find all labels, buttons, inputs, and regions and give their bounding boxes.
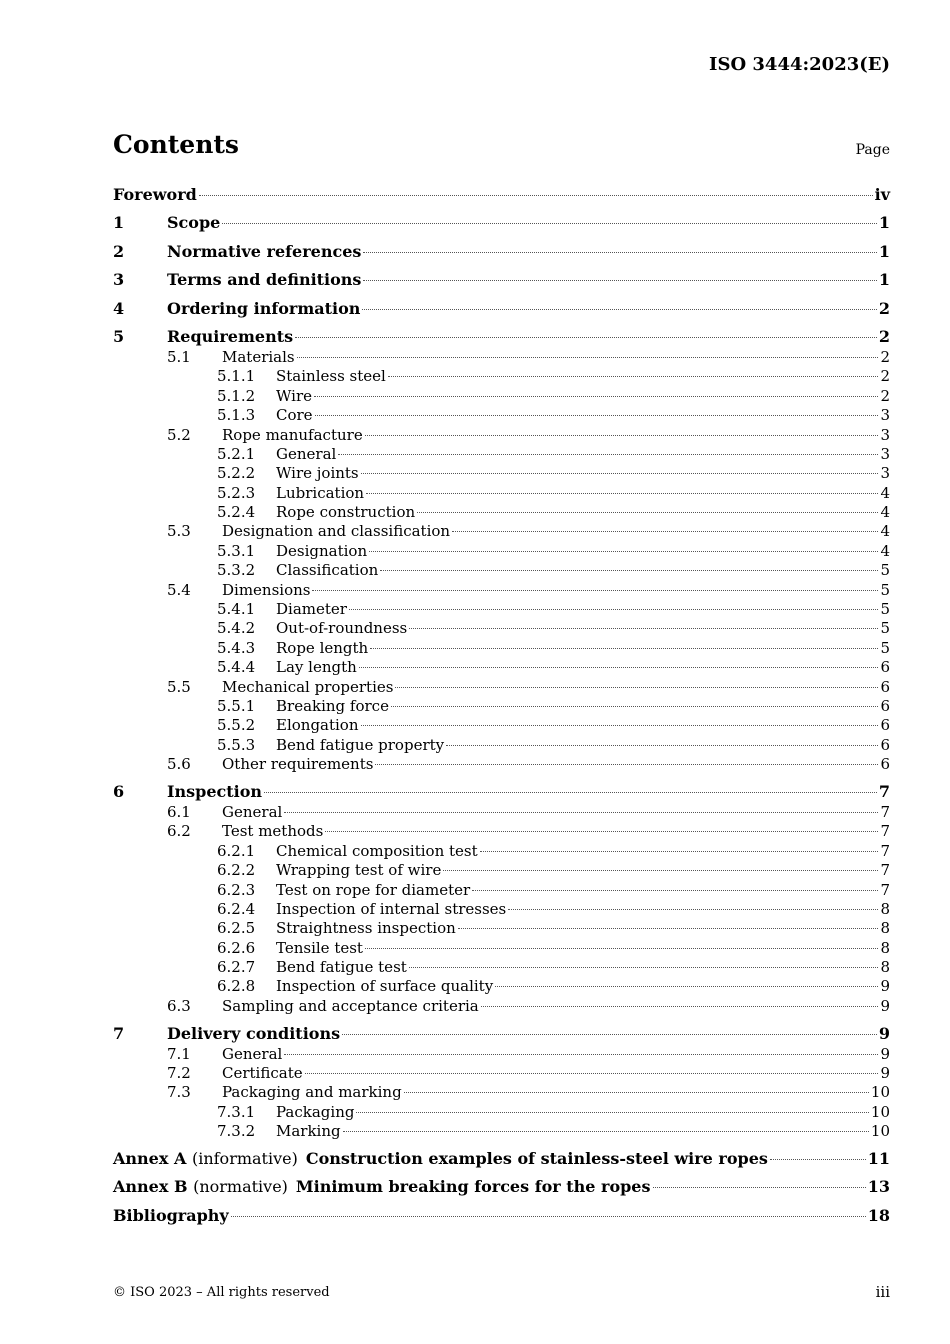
toc-entry-label: Wire — [276, 386, 312, 405]
toc-entry-page: 1 — [878, 270, 890, 290]
toc-entry[interactable] — [113, 755, 890, 774]
toc-entry-label: Inspection of surface quality — [276, 977, 494, 996]
dot-leader — [222, 223, 877, 224]
toc-entry-page: 7 — [880, 880, 890, 899]
toc-entry-number: 5.3 — [167, 522, 191, 541]
toc-entry-page: 5 — [880, 580, 890, 599]
dot-leader — [305, 1073, 879, 1074]
toc-entry[interactable] — [113, 842, 890, 861]
toc-entry[interactable] — [113, 619, 890, 638]
annex-tag: Annex A — [113, 1148, 187, 1168]
toc-entry-page: 10 — [870, 1083, 890, 1102]
toc-entry-label: Straightness inspection — [276, 919, 456, 938]
toc-entry-page: 3 — [880, 425, 890, 444]
toc-entry-number: 6.2.1 — [217, 841, 256, 860]
toc-entry-number: 5.1 — [167, 347, 191, 366]
toc-entry-label: Normative references — [167, 241, 362, 261]
toc-entry-label: Packaging — [276, 1102, 355, 1121]
toc-entry[interactable] — [113, 716, 890, 735]
dot-leader — [380, 570, 878, 571]
dot-leader — [458, 928, 879, 929]
toc-entry[interactable] — [113, 561, 890, 580]
toc-entry[interactable] — [113, 736, 890, 755]
toc-entry-label: Requirements — [167, 326, 294, 346]
toc-entry[interactable] — [113, 426, 890, 445]
toc-entry-number: 6.2.2 — [217, 861, 256, 880]
dot-leader — [362, 309, 876, 310]
toc-entry-page: 9 — [880, 1044, 890, 1063]
toc-entry-label: Sampling and acceptance criteria — [222, 996, 479, 1015]
toc-entry-page: 7 — [880, 861, 890, 880]
toc-entry[interactable] — [113, 803, 890, 822]
dot-leader — [481, 1006, 879, 1007]
toc-entry[interactable] — [113, 1205, 890, 1227]
toc-entry-number: 6.3 — [167, 996, 191, 1015]
toc-entry-number: 6 — [113, 781, 125, 801]
toc-entry[interactable] — [113, 1148, 890, 1170]
dot-leader — [297, 357, 879, 358]
toc-entry-number: 5.5.3 — [217, 735, 256, 754]
toc-entry[interactable] — [113, 900, 890, 919]
toc-entry-page: 10 — [870, 1122, 890, 1141]
toc-entry-number: 1 — [113, 213, 125, 233]
toc-entry-number: 5.1.1 — [217, 367, 256, 386]
toc-entry-label: General — [222, 802, 283, 821]
toc-entry-number: 5.4.3 — [217, 638, 256, 657]
toc-entry-number: 3 — [113, 270, 125, 290]
toc-entry-number: 6.1 — [167, 802, 191, 821]
toc-entry-number: 6.2.4 — [217, 899, 256, 918]
toc-entry-page: 6 — [880, 755, 890, 774]
toc-entry-number: 2 — [113, 241, 125, 261]
dot-leader — [369, 551, 878, 552]
toc-entry-page: 9 — [880, 996, 890, 1015]
dot-leader — [295, 337, 877, 338]
toc-entry-label: General — [222, 1044, 283, 1063]
toc-entry-label: Rope construction — [276, 503, 416, 522]
toc-entry-label: Delivery conditions — [167, 1023, 341, 1043]
toc-entry[interactable] — [113, 367, 890, 386]
toc-entry[interactable] — [113, 639, 890, 658]
toc-entry-page: 1 — [878, 213, 890, 233]
dot-leader — [480, 851, 879, 852]
toc-entry[interactable] — [113, 1103, 890, 1122]
toc-entry[interactable] — [113, 484, 890, 503]
dot-leader — [325, 831, 878, 832]
dot-leader — [231, 1216, 866, 1217]
toc-entry-page: 18 — [867, 1205, 890, 1225]
toc-entry-label: Core — [276, 406, 313, 425]
toc-entry[interactable] — [113, 269, 890, 291]
dot-leader — [388, 376, 879, 377]
toc-entry-number: 5.2 — [167, 425, 191, 444]
dot-leader — [342, 1034, 877, 1035]
toc-entry-label: Certificate — [222, 1064, 303, 1083]
toc-entry-page: 6 — [880, 735, 890, 754]
toc-entry-label: Rope length — [276, 638, 369, 657]
toc-entry-page: 3 — [880, 464, 890, 483]
toc-entry[interactable] — [113, 822, 890, 841]
toc-entry[interactable] — [113, 997, 890, 1016]
toc-entry-page: 6 — [880, 696, 890, 715]
dot-leader — [343, 1131, 869, 1132]
toc-entry-number: 6.2.6 — [217, 938, 256, 957]
dot-leader — [375, 764, 878, 765]
toc-entry[interactable] — [113, 1064, 890, 1083]
toc-entry[interactable] — [113, 939, 890, 958]
toc-entry-page: 3 — [880, 406, 890, 425]
dot-leader — [409, 628, 878, 629]
toc-entry-page: 2 — [878, 326, 890, 346]
toc-entry-page: 2 — [878, 298, 890, 318]
toc-entry-page: 13 — [867, 1177, 890, 1197]
toc-entry-number: 5.5 — [167, 677, 191, 696]
toc-entry-page: 8 — [880, 899, 890, 918]
toc-entry-page: 9 — [880, 1064, 890, 1083]
toc-entry-page: 5 — [880, 638, 890, 657]
dot-leader — [199, 195, 873, 196]
toc-entry-number: 5 — [113, 326, 125, 346]
toc-entry[interactable] — [113, 1045, 890, 1064]
toc-entry-number: 7 — [113, 1023, 125, 1043]
toc-entry-number: 5.2.1 — [217, 444, 256, 463]
annex-title: Minimum breaking forces for the ropes — [295, 1177, 651, 1197]
toc-entry-label: Elongation — [276, 716, 359, 735]
dot-leader — [391, 706, 878, 707]
document-id: ISO 3444:2023(E) — [709, 54, 890, 75]
dot-leader — [264, 792, 877, 793]
toc-entry-page: 3 — [880, 444, 890, 463]
toc-entry-number: 5.5.1 — [217, 696, 256, 715]
toc-entry-page: 4 — [880, 522, 890, 541]
copyright-notice: © ISO 2023 – All rights reserved — [113, 1285, 330, 1300]
toc-entry-page: 11 — [867, 1148, 890, 1168]
toc-entry-label: Bend fatigue test — [276, 958, 407, 977]
toc-entry-label: Inspection of internal stresses — [276, 899, 507, 918]
dot-leader — [314, 396, 878, 397]
toc-entry-label: Test on rope for diameter — [276, 880, 471, 899]
toc-entry-label: Foreword — [113, 185, 197, 204]
toc-entry-page: 4 — [880, 541, 890, 560]
toc-entry[interactable] — [113, 542, 890, 561]
toc-entry-page: 7 — [880, 841, 890, 860]
toc-entry-page: 8 — [880, 958, 890, 977]
toc-entry[interactable] — [113, 445, 890, 464]
toc-entry[interactable] — [113, 241, 890, 263]
dot-leader — [395, 687, 878, 688]
toc-entry-page: 8 — [880, 938, 890, 957]
dot-leader — [417, 512, 878, 513]
dot-leader — [370, 648, 878, 649]
toc-entry[interactable] — [113, 1023, 890, 1045]
toc-entry[interactable] — [113, 522, 890, 541]
toc-entry-number: 6.2.8 — [217, 977, 256, 996]
toc-entry-page: 1 — [878, 241, 890, 261]
toc-entry-label: Wrapping test of wire — [276, 861, 442, 880]
dot-leader — [409, 967, 879, 968]
toc-entry[interactable] — [113, 406, 890, 425]
toc-entry-page: 4 — [880, 503, 890, 522]
toc-entry-label: Classification — [276, 561, 379, 580]
toc-entry-number: 5.2.2 — [217, 464, 256, 483]
dot-leader — [338, 454, 878, 455]
toc-entry-page: 5 — [880, 619, 890, 638]
toc-entry-number: 6.2.5 — [217, 919, 256, 938]
page-title: Contents — [113, 130, 240, 159]
toc-entry-label: Inspection — [167, 781, 263, 801]
toc-entry-label — [113, 1148, 768, 1170]
toc-entry-number: 5.4.4 — [217, 658, 256, 677]
annex-kind: (normative) — [193, 1177, 288, 1197]
toc-entry-label: Designation and classification — [222, 522, 451, 541]
toc-entry-number: 5.5.2 — [217, 716, 256, 735]
dot-leader — [359, 667, 879, 668]
toc-entry-label: Mechanical properties — [222, 677, 394, 696]
toc-entry-label: Diameter — [276, 600, 347, 619]
toc-entry-number: 5.1.2 — [217, 386, 256, 405]
toc-entry-number: 5.3.2 — [217, 561, 256, 580]
toc-entry-label: Bend fatigue property — [276, 735, 445, 754]
toc-entry-page: 7 — [880, 802, 890, 821]
toc-entry-number: 7.1 — [167, 1044, 191, 1063]
toc-entry-label: Lay length — [276, 658, 357, 677]
dot-leader — [508, 909, 878, 910]
dot-leader — [472, 890, 878, 891]
toc-entry-page: 2 — [880, 347, 890, 366]
toc-entry[interactable] — [113, 919, 890, 938]
toc-entry-label: Materials — [222, 347, 295, 366]
toc-entry[interactable] — [113, 977, 890, 996]
toc-entry-label: Stainless steel — [276, 367, 386, 386]
toc-entry-number: 5.4 — [167, 580, 191, 599]
toc-entry-page: 6 — [880, 716, 890, 735]
dot-leader — [653, 1187, 866, 1188]
toc-entry-label: Tensile test — [276, 938, 363, 957]
toc-entry-number: 5.2.4 — [217, 503, 256, 522]
toc-entry[interactable] — [113, 881, 890, 900]
toc-entry-label: Packaging and marking — [222, 1083, 402, 1102]
toc-entry-label: Scope — [167, 213, 221, 233]
toc-entry-page: 2 — [880, 367, 890, 386]
toc-entry[interactable] — [113, 348, 890, 367]
dot-leader — [452, 531, 878, 532]
toc-entry-label: Breaking force — [276, 696, 389, 715]
toc-entry-page: 5 — [880, 561, 890, 580]
dot-leader — [366, 493, 878, 494]
toc-entry[interactable] — [113, 958, 890, 977]
toc-entry-label: Bibliography — [113, 1205, 229, 1225]
toc-entry-page: 8 — [880, 919, 890, 938]
dot-leader — [365, 435, 879, 436]
toc-entry[interactable] — [113, 1122, 890, 1141]
toc-entry[interactable] — [113, 326, 890, 348]
annex-title: Construction examples of stainless-steel wire ropes — [305, 1148, 768, 1168]
toc-entry[interactable] — [113, 861, 890, 880]
toc-entry-page: 7 — [880, 822, 890, 841]
toc-entry-page: 7 — [878, 781, 890, 801]
toc-entry-page: 6 — [880, 677, 890, 696]
toc-entry-page: 9 — [880, 977, 890, 996]
dot-leader — [312, 590, 878, 591]
dot-leader — [363, 252, 876, 253]
toc-entry-label: Rope manufacture — [222, 425, 363, 444]
annex-tag: Annex B — [113, 1177, 188, 1197]
page-number: iii — [875, 1283, 890, 1301]
table-of-contents — [113, 184, 890, 1227]
dot-leader — [365, 948, 879, 949]
toc-entry-label — [113, 1176, 651, 1198]
toc-entry-number: 7.3.2 — [217, 1122, 256, 1141]
dot-leader — [770, 1159, 866, 1160]
toc-entry[interactable] — [113, 1176, 890, 1198]
dot-leader — [443, 870, 878, 871]
toc-entry-label: Terms and definitions — [167, 270, 362, 290]
toc-entry[interactable] — [113, 1083, 890, 1102]
toc-entry[interactable] — [113, 387, 890, 406]
dot-leader — [356, 1112, 868, 1113]
toc-entry-label: Test methods — [222, 822, 324, 841]
toc-entry-page: 9 — [878, 1023, 890, 1043]
dot-leader — [446, 745, 878, 746]
toc-entry-label: Wire joints — [276, 464, 359, 483]
toc-entry-label: Chemical composition test — [276, 841, 478, 860]
toc-entry-number: 5.4.1 — [217, 600, 256, 619]
dot-leader — [315, 415, 879, 416]
toc-entry[interactable] — [113, 581, 890, 600]
dot-leader — [404, 1092, 869, 1093]
toc-entry-page: 4 — [880, 483, 890, 502]
toc-entry[interactable] — [113, 678, 890, 697]
toc-entry[interactable] — [113, 503, 890, 522]
dot-leader — [361, 473, 879, 474]
toc-entry-page: 10 — [870, 1102, 890, 1121]
dot-leader — [284, 812, 878, 813]
toc-entry-number: 4 — [113, 298, 125, 318]
toc-entry-number: 5.1.3 — [217, 406, 256, 425]
toc-entry-label: Marking — [276, 1122, 341, 1141]
toc-entry-label: Dimensions — [222, 580, 311, 599]
toc-entry-page: iv — [874, 185, 890, 204]
toc-entry[interactable] — [113, 184, 890, 206]
dot-leader — [349, 609, 879, 610]
toc-entry[interactable] — [113, 658, 890, 677]
dot-leader — [495, 986, 878, 987]
toc-entry-number: 7.2 — [167, 1064, 191, 1083]
toc-entry-number: 5.6 — [167, 755, 191, 774]
toc-entry-number: 5.3.1 — [217, 541, 256, 560]
toc-entry[interactable] — [113, 781, 890, 803]
toc-entry-number: 5.4.2 — [217, 619, 256, 638]
toc-entry-number: 7.3.1 — [217, 1102, 256, 1121]
toc-entry[interactable] — [113, 697, 890, 716]
toc-entry-label: Out-of-roundness — [276, 619, 408, 638]
toc-entry-number: 7.3 — [167, 1083, 191, 1102]
page-column-label: Page — [855, 142, 890, 158]
toc-entry[interactable] — [113, 600, 890, 619]
toc-entry-label: Lubrication — [276, 483, 365, 502]
toc-entry-number: 6.2 — [167, 822, 191, 841]
toc-entry-number: 6.2.3 — [217, 880, 256, 899]
toc-entry-label: Ordering information — [167, 298, 361, 318]
toc-entry-page: 2 — [880, 386, 890, 405]
toc-entry[interactable] — [113, 464, 890, 483]
toc-entry[interactable] — [113, 212, 890, 234]
dot-leader — [284, 1054, 878, 1055]
toc-entry-label: Other requirements — [222, 755, 374, 774]
toc-entry-number: 6.2.7 — [217, 958, 256, 977]
toc-entry-page: 6 — [880, 658, 890, 677]
toc-entry[interactable] — [113, 298, 890, 320]
toc-entry-page: 5 — [880, 600, 890, 619]
toc-entry-number: 5.2.3 — [217, 483, 256, 502]
annex-kind: (informative) — [191, 1148, 298, 1168]
dot-leader — [363, 280, 876, 281]
toc-entry-label: General — [276, 444, 337, 463]
toc-entry-label: Designation — [276, 541, 368, 560]
dot-leader — [361, 725, 879, 726]
